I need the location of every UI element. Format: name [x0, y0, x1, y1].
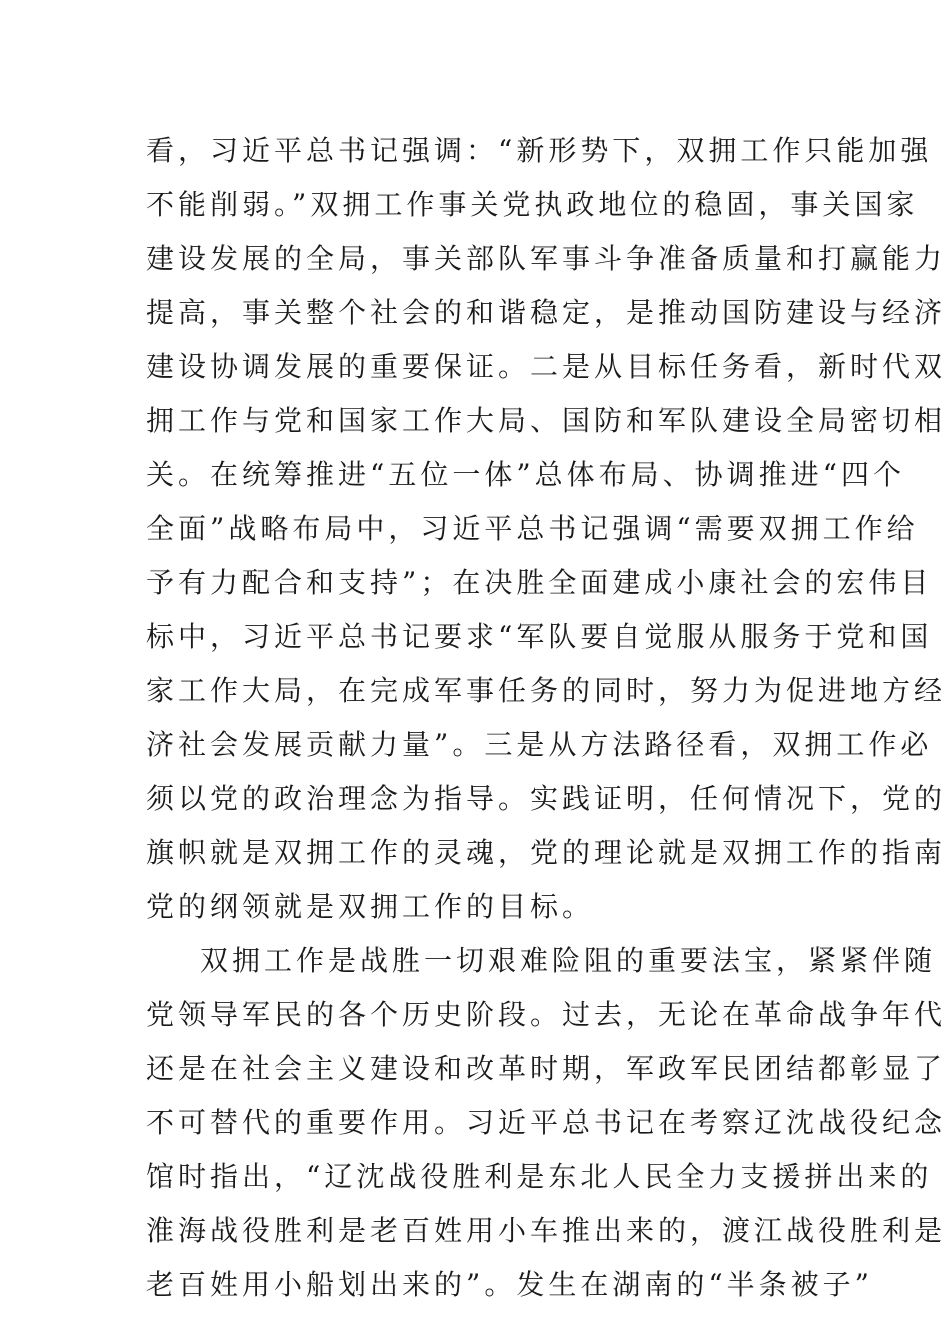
text-line: 老百姓用小船划出来的”。发生在湖南的“半条被子”: [146, 1268, 873, 1301]
text-line: 济社会发展贡献力量”。三是从方法路径看，双拥工作必: [146, 728, 933, 761]
paragraph: [146, 124, 947, 934]
text-line: 须以党的政治理念为指导。实践证明，任何情况下，党的: [146, 782, 947, 815]
text-line: 全面”战略布局中，习近平总书记强调“需要双拥工作给: [146, 512, 919, 545]
text-line: 党领导军民的各个历史阶段。过去，无论在革命战争年代: [146, 998, 947, 1031]
text-line: 党的纲领就是双拥工作的目标。: [146, 890, 595, 923]
text-line: 标中，习近平总书记要求“军队要自觉服从服务于党和国: [146, 620, 933, 653]
text-line: 馆时指出，“辽沈战役胜利是东北人民全力支援拼出来的: [146, 1160, 933, 1193]
body-text: [146, 124, 947, 1312]
text-line: 还是在社会主义建设和改革时期，军政军民团结都彰显了: [146, 1052, 947, 1085]
text-line: 建设协调发展的重要保证。二是从目标任务看，新时代双: [146, 350, 947, 383]
text-line: 提高，事关整个社会的和谐稳定，是推动国防建设与经济: [146, 296, 947, 329]
text-line: 予有力配合和支持”；在决胜全面建成小康社会的宏伟目: [146, 566, 933, 599]
text-line: 建设发展的全局，事关部队军事斗争准备质量和打赢能力: [146, 242, 947, 275]
text-line: 双拥工作是战胜一切艰难险阻的重要法宝，紧紧伴随: [200, 944, 937, 977]
text-line: 不能削弱。”双拥工作事关党执政地位的稳固，事关国家: [146, 188, 919, 221]
text-line: 不可替代的重要作用。习近平总书记在考察辽沈战役纪念: [146, 1106, 947, 1139]
text-line: 拥工作与党和国家工作大局、国防和军队建设全局密切相: [146, 404, 947, 437]
paragraph: [146, 934, 947, 1312]
text-line: 家工作大局，在完成军事任务的同时，努力为促进地方经: [146, 674, 947, 707]
text-line: 淮海战役胜利是老百姓用小车推出来的，渡江战役胜利是: [146, 1214, 947, 1247]
text-line: 关。在统筹推进“五位一体”总体布局、协调推进“四个: [146, 458, 905, 491]
text-line: 看，习近平总书记强调：“新形势下，双拥工作只能加强: [146, 134, 933, 167]
text-line: 旗帜就是双拥工作的灵魂，党的理论就是双拥工作的指南: [146, 836, 947, 869]
